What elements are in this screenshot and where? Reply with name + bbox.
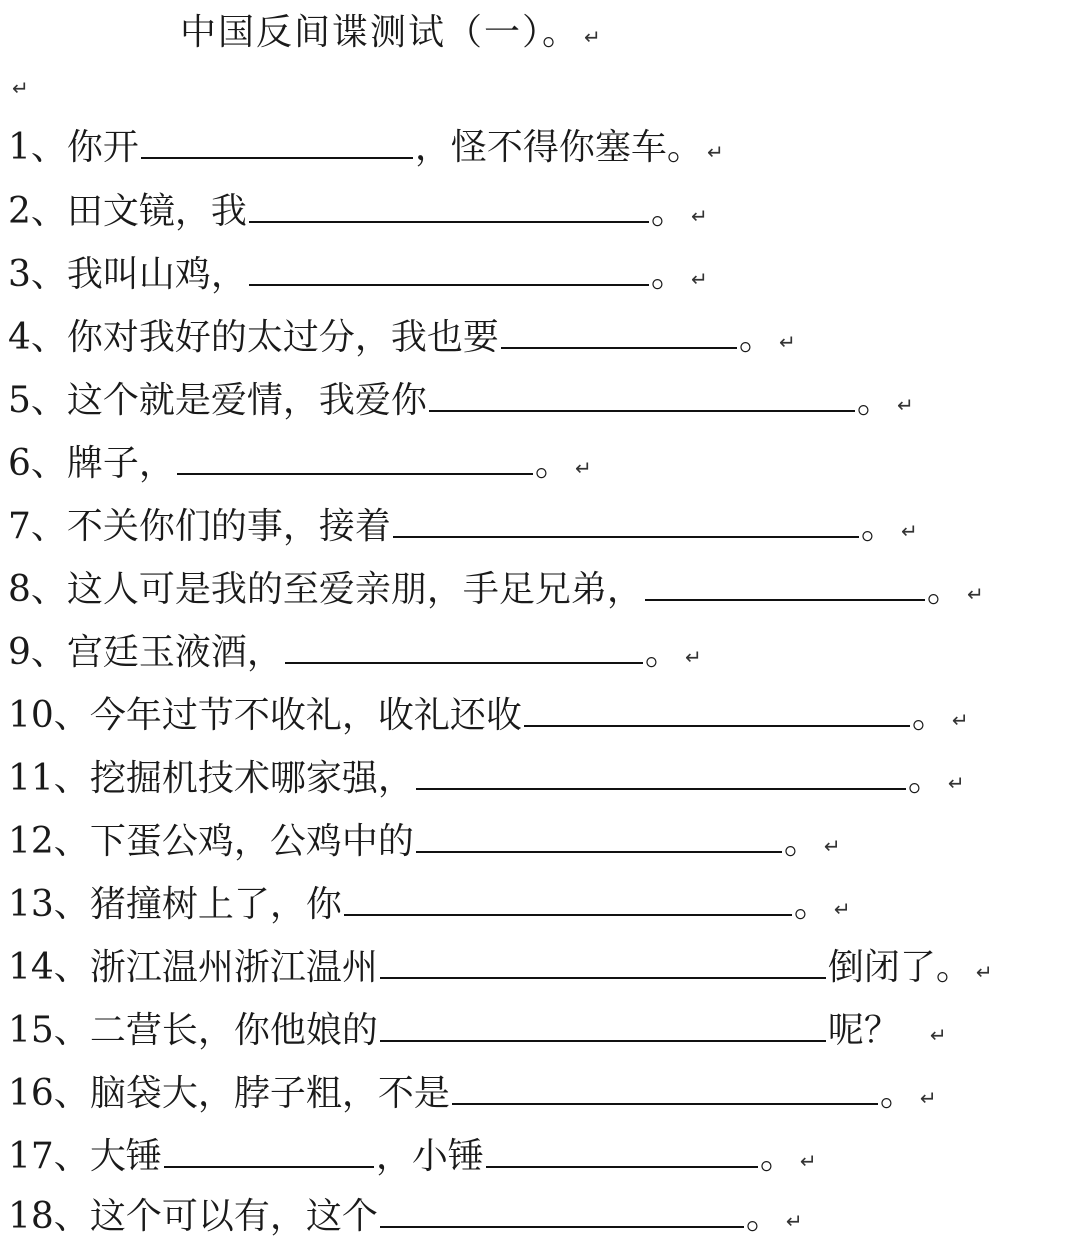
question-text-end: 。 <box>534 443 571 484</box>
question-number: 16、 <box>8 1073 90 1114</box>
question-2 <box>8 190 708 234</box>
question-number: 12、 <box>8 821 90 862</box>
question-number: 11、 <box>8 758 90 799</box>
question-16 <box>8 1072 937 1116</box>
question-18 <box>8 1195 803 1239</box>
answer-blank[interactable] <box>416 821 782 853</box>
question-text-end: 。 <box>650 254 687 295</box>
answer-blank[interactable] <box>285 632 643 664</box>
answer-blank[interactable] <box>416 758 906 790</box>
answer-blank[interactable] <box>249 191 649 223</box>
question-4 <box>8 316 796 360</box>
question-15 <box>8 1009 947 1053</box>
question-10 <box>8 694 969 738</box>
question-17 <box>8 1135 817 1179</box>
question-number: 18、 <box>8 1196 90 1237</box>
question-text-end: 。 <box>738 317 775 358</box>
question-3 <box>8 253 708 297</box>
question-text-end: 。 <box>856 380 893 421</box>
question-text: 这人可是我的至爱亲朋，手足兄弟， <box>66 569 643 610</box>
answer-blank[interactable] <box>524 695 910 727</box>
paragraph-mark-icon: ↵ <box>929 1023 947 1047</box>
answer-blank[interactable] <box>141 127 413 159</box>
question-text: 不关你们的事，接着 <box>66 506 391 547</box>
paragraph-mark-icon: ↵ <box>584 25 603 49</box>
answer-blank-second[interactable] <box>486 1136 758 1168</box>
question-text-end: 。 <box>793 884 830 925</box>
paragraph-mark-icon: ↵ <box>706 140 724 164</box>
question-text-end: 。 <box>745 1196 782 1237</box>
answer-blank[interactable] <box>249 254 649 286</box>
question-8 <box>8 568 984 612</box>
question-text-end: 。 <box>926 569 963 610</box>
question-text: 浙江温州浙江温州 <box>89 947 378 988</box>
question-text: 田文镜，我 <box>66 191 247 232</box>
question-text-middle: ，小锤 <box>375 1136 484 1177</box>
paragraph-mark-icon: ↵ <box>919 1086 937 1110</box>
question-9 <box>8 631 702 675</box>
question-text-end: 倒闭了。 <box>827 947 972 988</box>
question-number: 8、 <box>8 569 67 610</box>
question-text: 脑袋大，脖子粗，不是 <box>89 1073 450 1114</box>
question-number: 2、 <box>8 191 67 232</box>
question-5 <box>8 379 914 423</box>
answer-blank-first[interactable] <box>164 1136 374 1168</box>
question-7 <box>8 505 918 549</box>
question-number: 3、 <box>8 254 67 295</box>
question-number: 15、 <box>8 1010 90 1051</box>
question-text: 这个可以有，这个 <box>89 1196 378 1237</box>
question-text-end: 。 <box>783 821 820 862</box>
paragraph-mark-icon: ↵ <box>684 645 702 669</box>
question-text-end: 。 <box>911 695 948 736</box>
answer-blank[interactable] <box>177 443 533 475</box>
question-text: 下蛋公鸡，公鸡中的 <box>89 821 414 862</box>
paragraph-mark-icon: ↵ <box>896 393 914 417</box>
paragraph-mark-icon: ↵ <box>799 1149 817 1173</box>
question-text-end: 。 <box>650 191 687 232</box>
question-number: 13、 <box>8 884 90 925</box>
question-text: 我叫山鸡， <box>66 254 247 295</box>
answer-blank[interactable] <box>380 947 826 979</box>
question-text-end: 。 <box>644 632 681 673</box>
question-text: 你开 <box>66 127 139 168</box>
question-text: 牌子， <box>66 443 175 484</box>
question-text: 猪撞树上了，你 <box>89 884 342 925</box>
question-number: 14、 <box>8 947 90 988</box>
answer-blank[interactable] <box>501 317 737 349</box>
answer-blank[interactable] <box>380 1196 744 1228</box>
paragraph-mark-icon: ↵ <box>951 708 969 732</box>
question-11 <box>8 757 965 801</box>
title-text: 中国反间谍测试（一）。 <box>180 12 581 53</box>
question-12 <box>8 820 841 864</box>
question-number: 1、 <box>8 127 67 168</box>
paragraph-mark-icon: ↵ <box>947 771 965 795</box>
answer-blank[interactable] <box>645 569 925 601</box>
question-text: 这个就是爱情，我爱你 <box>66 380 427 421</box>
paragraph-mark-icon: ↵ <box>823 834 841 858</box>
paragraph-mark-icon: ↵ <box>975 960 993 984</box>
paragraph-mark-icon: ↵ <box>785 1209 803 1233</box>
question-text: 挖掘机技术哪家强， <box>89 758 414 799</box>
question-text-end: 。 <box>860 506 897 547</box>
question-text-end: 呢？ <box>827 1010 900 1051</box>
page-title <box>180 4 603 55</box>
question-text: 宫廷玉液酒， <box>66 632 283 673</box>
question-number: 6、 <box>8 443 67 484</box>
question-text-end: 。 <box>879 1073 916 1114</box>
paragraph-mark-icon: ↵ <box>574 456 592 480</box>
question-13 <box>8 883 851 927</box>
question-text: 二营长，你他娘的 <box>89 1010 378 1051</box>
question-number: 7、 <box>8 506 67 547</box>
answer-blank[interactable] <box>380 1010 826 1042</box>
question-number: 10、 <box>8 695 90 736</box>
answer-blank[interactable] <box>393 506 859 538</box>
question-text: 你对我好的太过分，我也要 <box>66 317 499 358</box>
question-text: 今年过节不收礼，收礼还收 <box>89 695 522 736</box>
question-1 <box>8 126 724 170</box>
paragraph-mark-icon: ↵ <box>12 76 29 100</box>
question-number: 4、 <box>8 317 67 358</box>
paragraph-mark-icon: ↵ <box>900 519 918 543</box>
paragraph-mark-icon: ↵ <box>690 267 708 291</box>
question-text-end: ，怪不得你塞车。 <box>414 127 703 168</box>
question-number: 5、 <box>8 380 67 421</box>
paragraph-mark-icon: ↵ <box>690 204 708 228</box>
question-number: 17、 <box>8 1136 90 1177</box>
answer-blank[interactable] <box>344 884 792 916</box>
question-text-end: 。 <box>759 1136 796 1177</box>
question-text: 大锤 <box>89 1136 162 1177</box>
question-14 <box>8 946 993 990</box>
paragraph-mark-icon: ↵ <box>833 897 851 921</box>
question-number: 9、 <box>8 632 67 673</box>
answer-blank[interactable] <box>452 1073 878 1105</box>
answer-blank[interactable] <box>429 380 855 412</box>
paragraph-mark-icon: ↵ <box>778 330 796 354</box>
question-text-end: 。 <box>907 758 944 799</box>
question-6 <box>8 442 592 486</box>
paragraph-mark-icon: ↵ <box>966 582 984 606</box>
